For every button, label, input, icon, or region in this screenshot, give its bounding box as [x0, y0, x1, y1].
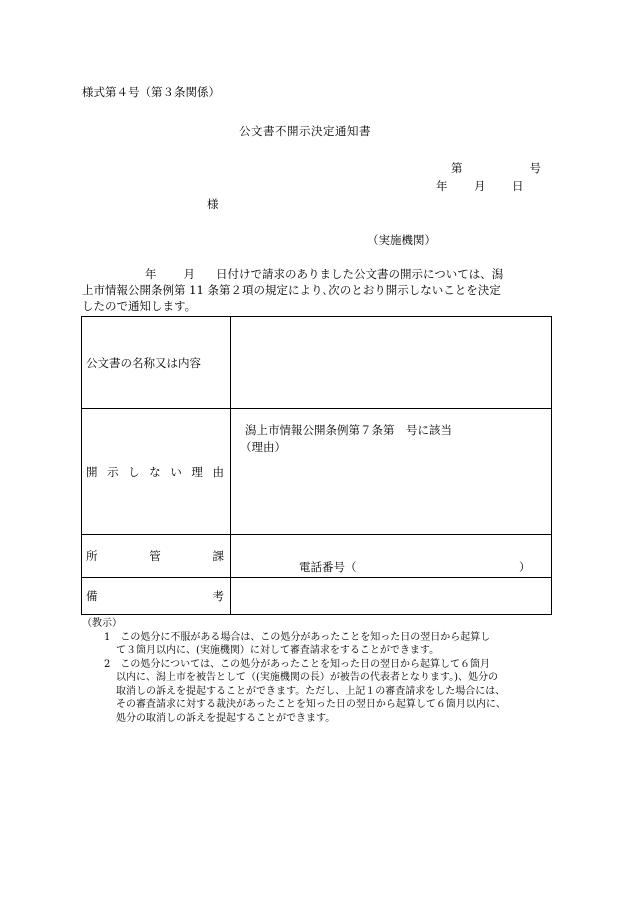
ordinance-clause: 潟上市情報公開条例第７条第 号に該当 [245, 423, 452, 437]
date-day-label: 日 [512, 179, 524, 193]
instruction-notes [82, 617, 552, 725]
table-row-remarks [82, 578, 552, 615]
note-2-line-3: 取消しの訴えを提起することができます。ただし、上記１の審査請求をした場合には、 [116, 685, 506, 697]
department-field[interactable] [231, 535, 552, 578]
note-1-line-1: 1 この処分に不服がある場合は、この処分があったことを知った日の翌日から起算し [104, 631, 491, 643]
body-line-1-text: 日付けで請求のありました公文書の開示については、潟 [216, 267, 504, 281]
note-2-line-5: 処分の取消しの訴えを提起することができます。 [116, 712, 336, 724]
document-title: 公文書不開示決定通知書 [239, 124, 371, 138]
note-2-line-2: 以内に、潟上市を被告として（(実施機関の長）が被告の代表者となります。)、処分の [116, 672, 499, 683]
non-disclosure-reason-label: 開示しない理由 [82, 409, 231, 535]
form-number: 様式第４号（第３条関係） [82, 85, 220, 99]
notes-heading: （教示） [82, 618, 122, 629]
department-label: 所管課 [82, 535, 231, 578]
phone-number-close: ） [519, 560, 531, 574]
non-disclosure-reason-field[interactable] [231, 409, 552, 535]
disclosure-table [81, 316, 552, 615]
note-1-line-2: て３箇月以内に、(実施機関）に対して審査請求をすることができます。 [116, 645, 440, 656]
body-line-1 [82, 266, 552, 282]
remarks-field[interactable] [231, 578, 552, 615]
table-row-reason [82, 409, 552, 535]
addressee-suffix: 様 [207, 197, 219, 211]
document-number-prefix: 第 [451, 161, 463, 175]
table-row-document-name [82, 317, 552, 409]
reason-heading: （理由） [240, 440, 286, 454]
table-row-department [82, 535, 552, 578]
date-month-label: 月 [474, 179, 486, 193]
document-number-suffix: 号 [529, 161, 541, 175]
document-name-field[interactable] [231, 317, 552, 409]
remarks-label: 備考 [82, 578, 231, 615]
implementing-agency: （実施機関） [367, 233, 436, 247]
date-year-label: 年 [436, 179, 448, 193]
note-2-line-1: 2 この処分については、この処分があったことを知った日の翌日から起算して６箇月 [104, 658, 491, 670]
note-2-line-4: その審査請求に対する裁決があったことを知った日の翌日から起算して６箇月以内に、 [116, 699, 506, 710]
body-month-label: 月 [183, 267, 195, 281]
phone-number-label: 電話番号（ [299, 560, 357, 574]
notification-body [82, 266, 552, 314]
body-line-2: 上市情報公開条例第 11 条第２項の規定により､次のとおり開示しないことを決定 [82, 283, 501, 297]
body-year-label: 年 [145, 267, 157, 281]
document-name-label: 公文書の名称又は内容 [82, 317, 231, 409]
body-line-3: したので通知します。 [82, 299, 197, 313]
